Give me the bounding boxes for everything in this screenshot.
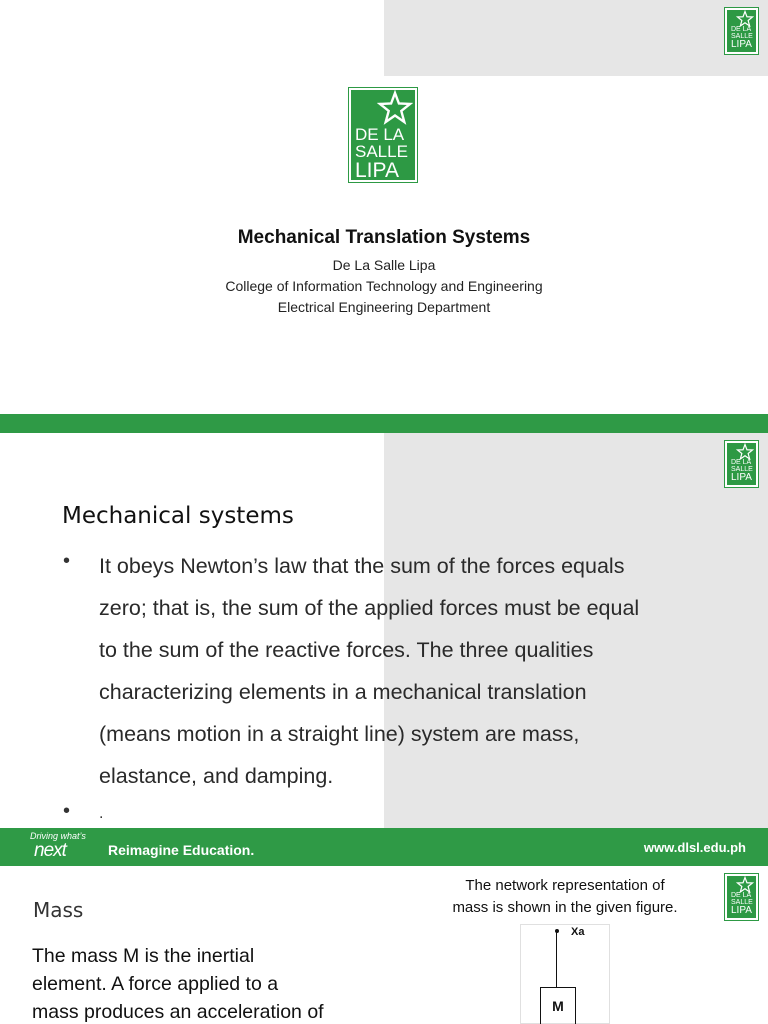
bullet-marker: • xyxy=(63,550,71,572)
mass-box: M xyxy=(540,987,576,1024)
mass-network-figure xyxy=(520,924,610,1024)
logo-line2: SALLE xyxy=(731,466,753,473)
logo-line1: DE LA xyxy=(731,26,752,33)
dlsl-logo-small xyxy=(725,8,758,54)
paragraph-line: characterizing elements in a mechanical translation xyxy=(99,680,587,704)
gray-panel xyxy=(384,0,768,76)
bullet-marker: • xyxy=(63,800,71,822)
logo-line3: LIPA xyxy=(731,39,752,50)
logo-line3: LIPA xyxy=(355,159,399,182)
figure-caption xyxy=(410,875,720,919)
slide-heading: Mass xyxy=(33,898,84,922)
subtitle-college: College of Information Technology and Engineering xyxy=(225,278,543,294)
slide-divider xyxy=(0,414,768,433)
paragraph-line: The mass M is the inertial xyxy=(32,945,255,967)
logo-line1: DE LA xyxy=(355,125,405,144)
paragraph-line: mass produces an acceleration of xyxy=(32,1001,324,1023)
logo-line2: SALLE xyxy=(731,899,753,906)
connection-line xyxy=(556,931,557,987)
footer-tagline: Reimagine Education. xyxy=(108,842,255,858)
paragraph-line: elastance, and damping. xyxy=(99,764,334,788)
footer-bar xyxy=(0,828,768,866)
logo-line1: DE LA xyxy=(731,892,752,899)
logo-line2: SALLE xyxy=(355,142,408,161)
second-bullet-text: . xyxy=(99,805,104,822)
logo-line3: LIPA xyxy=(731,472,752,483)
bullet-paragraph xyxy=(99,545,739,797)
slide-title-text: Mechanical Translation Systems xyxy=(237,227,531,248)
slide-mass xyxy=(0,866,768,1024)
node-label: Xa xyxy=(571,926,585,938)
paragraph-line: element. A force applied to a xyxy=(32,973,279,995)
paragraph-line: (means motion in a straight line) system are mass, xyxy=(99,722,580,746)
star-icon xyxy=(377,90,413,126)
paragraph-line: to the sum of the reactive forces. The three qualities xyxy=(99,638,594,662)
brand-tagline-top: Driving what’s xyxy=(30,831,86,841)
logo-line3: LIPA xyxy=(731,905,752,916)
subtitle-department: Electrical Engineering Department xyxy=(277,299,491,315)
dlsl-logo-large xyxy=(349,88,417,182)
subtitle-school: De La Salle Lipa xyxy=(332,257,436,273)
dlsl-logo-small xyxy=(725,874,758,920)
brand-next-logo: next xyxy=(34,840,66,861)
slide-title xyxy=(0,0,768,414)
slide-mechanical-systems xyxy=(0,433,768,828)
mass-paragraph xyxy=(32,942,362,1024)
footer-url[interactable]: www.dlsl.edu.ph xyxy=(643,840,746,855)
paragraph-line: zero; that is, the sum of the applied forces must be equal xyxy=(99,596,640,620)
logo-line1: DE LA xyxy=(731,459,752,466)
caption-line: mass is shown in the given figure. xyxy=(452,899,678,916)
slide-heading: Mechanical systems xyxy=(62,503,294,529)
caption-line: The network representation of xyxy=(465,877,665,894)
dlsl-logo-small xyxy=(725,441,758,487)
paragraph-line: It obeys Newton’s law that the sum of the forces equals xyxy=(99,554,625,578)
logo-line2: SALLE xyxy=(731,33,753,40)
